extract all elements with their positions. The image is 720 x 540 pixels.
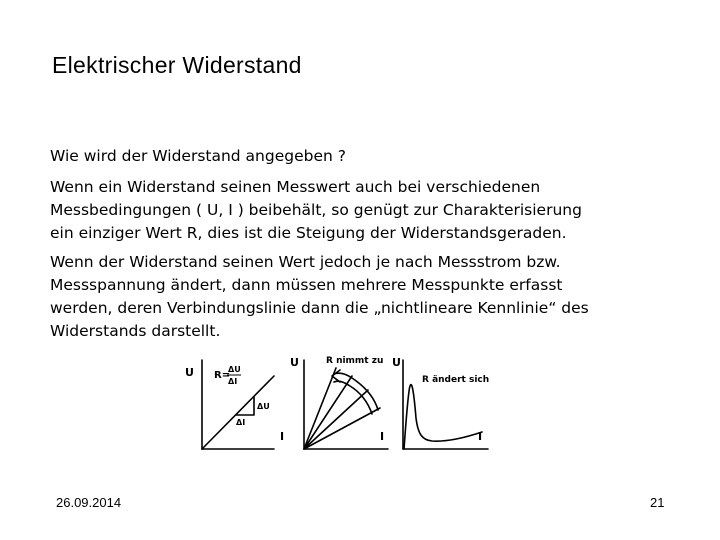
arrow-head xyxy=(332,370,340,382)
graph1-x-label: I xyxy=(280,430,285,443)
text-line: Widerstands darstellt. xyxy=(50,322,221,340)
rotation-arrow-inner xyxy=(334,381,372,414)
page-number: 21 xyxy=(650,495,665,510)
graph2-caption: R nimmt zu xyxy=(326,356,384,366)
nonlinear-resistor-paragraph xyxy=(50,251,680,343)
graph1-delta-i: ΔI xyxy=(236,418,246,427)
graph1-formula-den: ΔI xyxy=(228,377,238,386)
text-line: ein einziger Wert R, dies ist die Steigung der Widerstandsgeraden. xyxy=(50,224,567,242)
characteristic-curves-sketch xyxy=(176,352,498,458)
text-line: Wenn der Widerstand seinen Wert jedoch je nach Messstrom bzw. xyxy=(50,253,561,271)
text-line: Wie wird der Widerstand angegeben ? xyxy=(50,147,346,165)
graph3-caption: R ändert sich xyxy=(422,375,490,385)
text-line: Messbedingungen ( U, I ) beibehält, so genügt zur Charakterisierung xyxy=(50,201,582,219)
text-line: Messspannung ändert, dann müssen mehrere Messpunkte erfasst xyxy=(50,276,563,294)
graph1-formula-lhs: R= xyxy=(214,370,231,381)
graph1-y-label: U xyxy=(185,366,194,379)
nonlinear-graph xyxy=(403,360,488,449)
text-line: Wenn ein Widerstand seinen Messwert auch bei verschiedenen xyxy=(50,178,541,196)
footer-date: 26.09.2014 xyxy=(56,495,122,510)
linear-resistor-paragraph xyxy=(50,176,680,245)
graph3-x-label: I xyxy=(478,430,483,443)
graph1-formula-num: ΔU xyxy=(228,365,241,374)
increasing-resistance-graph xyxy=(304,360,388,449)
graph1-delta-u: ΔU xyxy=(257,402,270,411)
rotation-arrow xyxy=(334,373,378,410)
graph2-x-label: I xyxy=(380,430,385,443)
question-paragraph xyxy=(50,145,680,168)
slide-title: Elektrischer Widerstand xyxy=(52,52,302,78)
text-line: werden, deren Verbindungslinie dann die „nichtlineare Kennlinie“ des xyxy=(50,299,589,317)
resistor-line xyxy=(202,376,274,449)
graph2-y-label: U xyxy=(290,356,299,369)
graph3-y-label: U xyxy=(392,356,401,369)
nonlinear-curve xyxy=(404,385,482,449)
